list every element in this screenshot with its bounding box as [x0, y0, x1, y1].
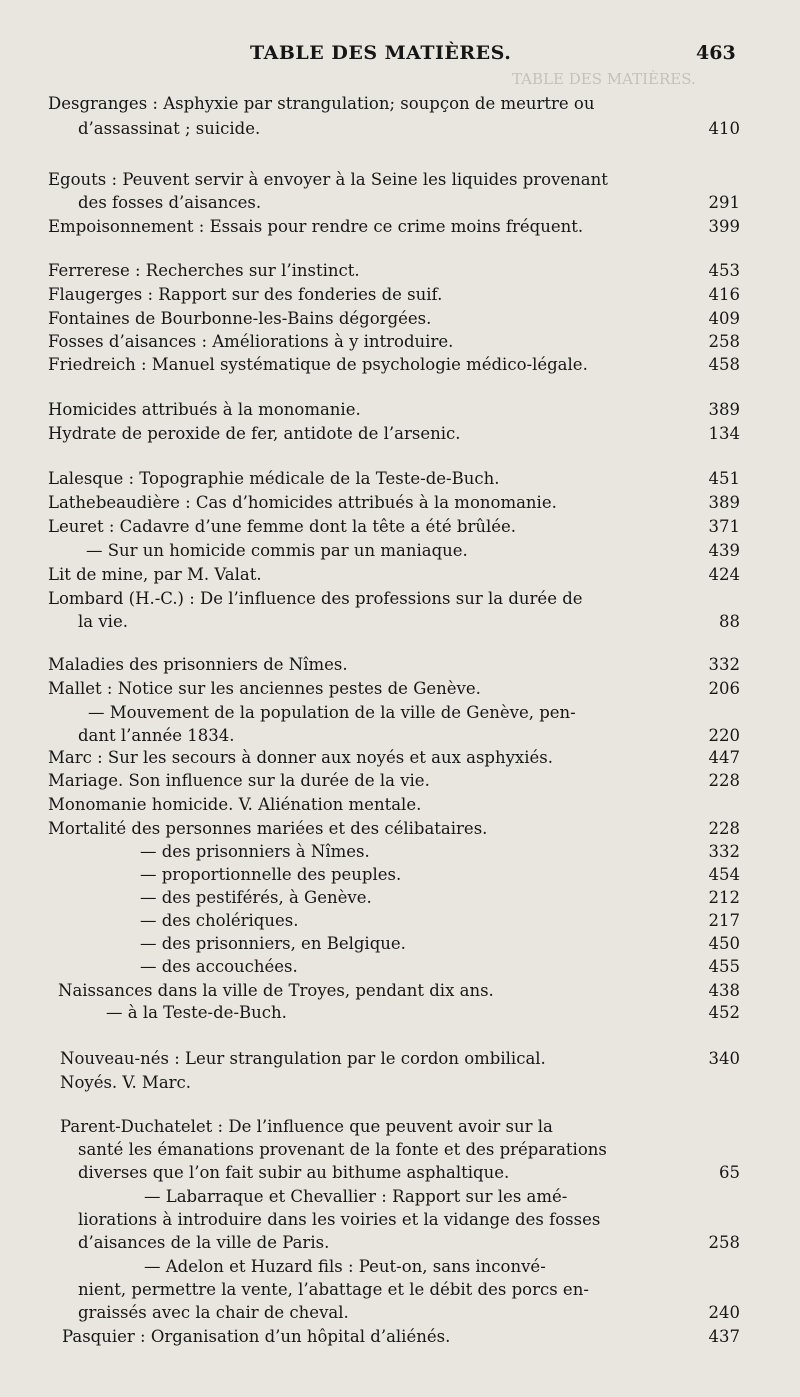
entry-leuret-sub: — Sur un homicide commis par un maniaque. 439 — [86, 541, 740, 560]
entry-mortalite-sub2: — proportionnelle des peuples. 454 — [140, 865, 740, 884]
entry-mortalite-sub4: — des cholériques. 217 — [140, 911, 740, 930]
entry-lathebeaudiere: Lathebeaudière : Cas d’homicides attribués à la monomanie. 389 — [48, 493, 740, 512]
entry-mallet: Mallet : Notice sur les anciennes pestes de Genève. 206 — [48, 679, 740, 698]
entry-lombard: Lombard (H.-C.) : De l’influence des professions sur la durée de la vie. 88 — [48, 589, 740, 631]
entry-desgranges: Desgranges : Asphyxie par strangulation; soupçon de meurtre ou d’assassinat ; suicide. 410 — [48, 94, 740, 138]
entry-lit-de-mine: Lit de mine, par M. Valat. 424 — [48, 565, 740, 584]
entry-ferrerese: Ferrerese : Recherches sur l’instinct. 453 — [48, 261, 740, 280]
entry-fontaines: Fontaines de Bourbonne-les-Bains dégorgées. 409 — [48, 309, 740, 328]
entry-mariage: Mariage. Son influence sur la durée de la vie. 228 — [48, 771, 740, 790]
entry-maladies: Maladies des prisonniers de Nîmes. 332 — [48, 655, 740, 674]
page-number: 463 — [696, 42, 736, 64]
entry-mortalite-sub3: — des pestiférés, à Genève. 212 — [140, 888, 740, 907]
entry-flaugerges: Flaugerges : Rapport sur des fonderies de suif. 416 — [48, 285, 740, 304]
running-title: TABLE DES MATIÈRES. — [250, 42, 512, 64]
entry-lalesque: Lalesque : Topographie médicale de la Teste-de-Buch. 451 — [48, 469, 740, 488]
entry-parent-duchatelet-sub2: — Adelon et Huzard fils : Peut-on, sans inconvé- nient, permettre la vente, l’abattage et le débit des porcs en- graissés avec la chair de cheval. 240 — [78, 1257, 740, 1322]
show-through-text: TABLE DES MATIÈRES. — [512, 70, 696, 88]
entry-monomanie: Monomanie homicide. V. Aliénation mentale. — [48, 795, 422, 814]
entry-pasquier: Pasquier : Organisation d’un hôpital d’aliénés. 437 — [62, 1327, 740, 1346]
page-header — [0, 42, 800, 72]
entry-egouts: Egouts : Peuvent servir à envoyer à la Seine les liquides provenant des fosses d’aisances. 291 — [48, 170, 740, 212]
entry-noyes: Noyés. V. Marc. — [60, 1073, 192, 1092]
entry-hydrate: Hydrate de peroxide de fer, antidote de l’arsenic. 134 — [48, 424, 740, 443]
entry-friedreich: Friedreich : Manuel systématique de psychologie médico-légale. 458 — [48, 355, 740, 374]
entry-parent-duchatelet-sub1: — Labarraque et Chevallier : Rapport sur les amé- liorations à introduire dans les voiries et la vidange des fosses d’aisances de la ville de Paris. 258 — [78, 1187, 740, 1252]
entry-leuret: Leuret : Cadavre d’une femme dont la tête a été brûlée. 371 — [48, 517, 740, 536]
entry-mortalite: Mortalité des personnes mariées et des célibataires. 228 — [48, 819, 740, 838]
entry-parent-duchatelet: Parent-Duchatelet : De l’influence que peuvent avoir sur la santé les émanations provenant de la fonte et des préparations diverses que l’on fait subir au bithume asphaltique. 65 — [60, 1117, 740, 1182]
entry-naissances: Naissances dans la ville de Troyes, pendant dix ans. 438 — [58, 981, 740, 1000]
entry-mallet-sub: — Mouvement de la population de la ville de Genève, pen- dant l’année 1834. 220 — [78, 703, 740, 745]
entry-mortalite-sub6: — des accouchées. 455 — [140, 957, 740, 976]
entry-marc: Marc : Sur les secours à donner aux noyés et aux asphyxiés. 447 — [48, 748, 740, 767]
entry-mortalite-sub5: — des prisonniers, en Belgique. 450 — [140, 934, 740, 953]
entry-empoisonnement: Empoisonnement : Essais pour rendre ce crime moins fréquent. 399 — [48, 217, 740, 236]
entry-naissances-sub: — à la Teste-de-Buch. 452 — [106, 1003, 740, 1022]
entry-fosses: Fosses d’aisances : Améliorations à y introduire. 258 — [48, 332, 740, 351]
entry-homicides: Homicides attribués à la monomanie. 389 — [48, 400, 740, 419]
entry-mortalite-sub1: — des prisonniers à Nîmes. 332 — [140, 842, 740, 861]
entry-nouveau-nes: Nouveau-nés : Leur strangulation par le cordon ombilical. 340 — [60, 1049, 740, 1068]
